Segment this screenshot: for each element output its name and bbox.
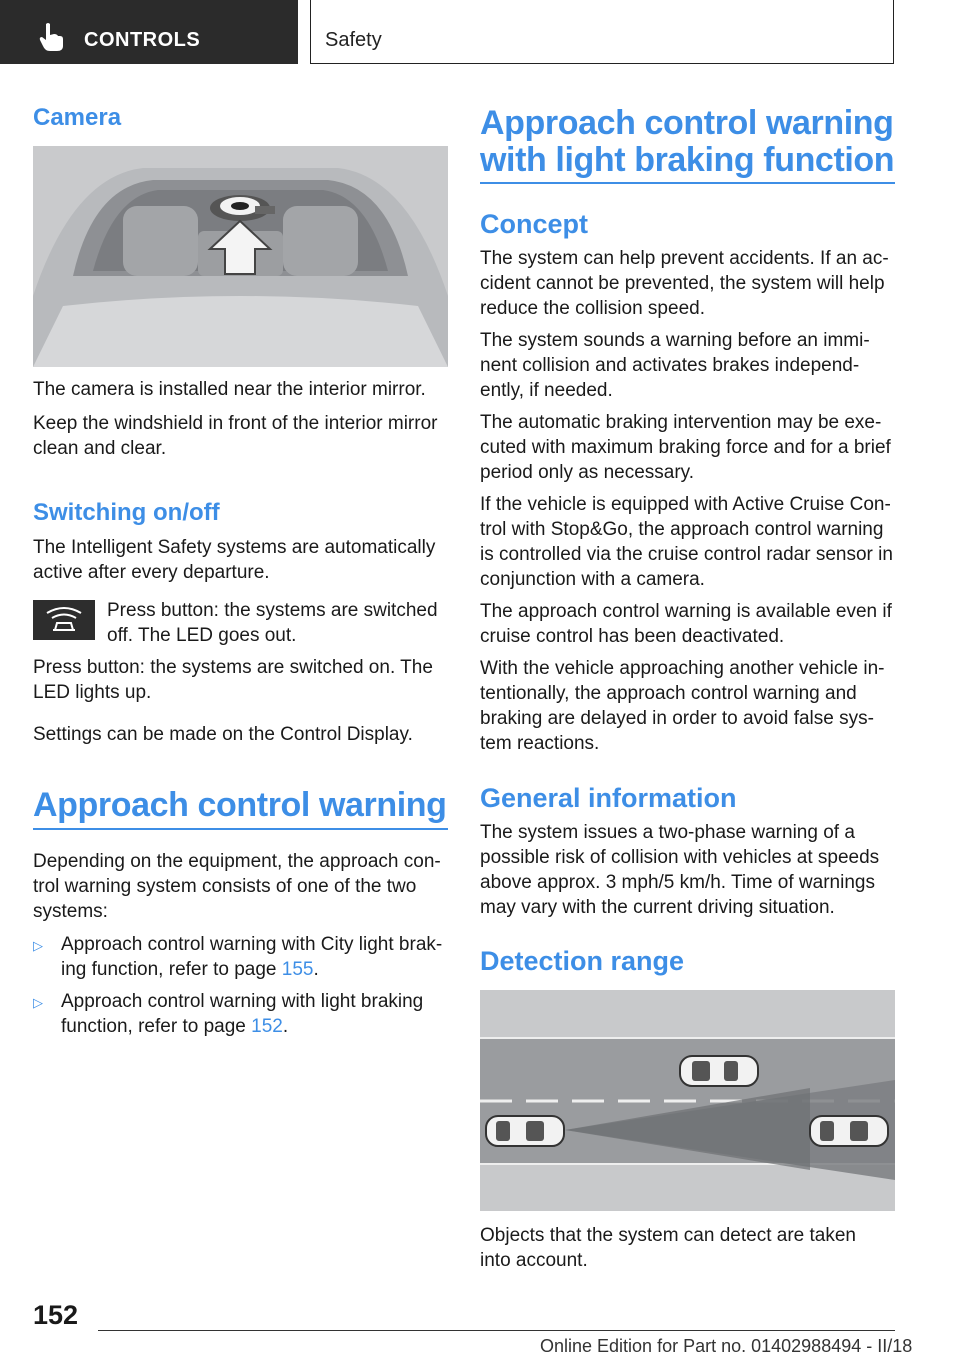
edition-text: Online Edition for Part no. 01402988494 - II/18 xyxy=(540,1336,913,1356)
switch-text-1b: active after every departure. xyxy=(33,562,270,583)
concept-line: period only as necessary. xyxy=(480,462,695,483)
camera-heading: Camera xyxy=(33,104,122,131)
bullet-2-line1: Approach control warning with light braking xyxy=(61,991,424,1012)
footer-rule xyxy=(98,1330,895,1331)
camera-text-2a: Keep the windshield in front of the interior mirror xyxy=(33,413,438,434)
concept-line: nent collision and activates brakes independ- xyxy=(480,355,860,376)
approach-text-b: trol warning system consists of one of the two xyxy=(33,876,417,897)
concept-line: cruise control has been deactivated. xyxy=(480,626,785,647)
general-heading: General information xyxy=(480,783,737,813)
page-link-155[interactable]: 155 xyxy=(281,959,314,980)
detection-range-figure xyxy=(480,990,895,1211)
section-label: CONTROLS xyxy=(84,29,201,51)
approach-rule xyxy=(33,828,448,830)
approach-text-c: systems: xyxy=(33,901,108,922)
title-rule xyxy=(480,182,895,184)
switch-text-2a: Press button: the systems are switched on. The xyxy=(33,657,433,678)
general-line: The system issues a two-phase warning of a xyxy=(480,822,855,843)
concept-heading: Concept xyxy=(480,209,588,239)
bullet-1-text: ing function, refer to page xyxy=(61,959,282,980)
chapter-header xyxy=(310,0,894,64)
general-line: may vary with the current driving situation. xyxy=(480,897,835,918)
bullet-marker: ▷ xyxy=(33,995,43,1010)
concept-line: cident cannot be prevented, the system will help xyxy=(480,273,885,294)
pointing-hand-icon xyxy=(38,22,64,52)
own-vehicle xyxy=(486,1116,564,1146)
bullet-2-line2 xyxy=(61,1014,288,1040)
general-line: above approx. 3 mph/5 km/h. Time of warnings xyxy=(480,872,875,893)
bullet-1-line2 xyxy=(61,957,319,983)
concept-line: ently, if needed. xyxy=(480,380,613,401)
concept-line: conjunction with a camera. xyxy=(480,569,705,590)
concept-line: With the vehicle approaching another vehicle in- xyxy=(480,658,885,679)
switch-text-2b: LED lights up. xyxy=(33,682,152,703)
button-text-b: off. The LED goes out. xyxy=(107,625,297,646)
switching-heading: Switching on/off xyxy=(33,499,220,526)
vehicle-ahead-lane xyxy=(680,1056,758,1086)
concept-line: trol with Stop&Go, the approach control warning xyxy=(480,519,884,540)
concept-line: reduce the collision speed. xyxy=(480,298,705,319)
concept-line: tentionally, the approach control warning and xyxy=(480,683,857,704)
approach-text-a: Depending on the equipment, the approach con- xyxy=(33,851,441,872)
bullet-1-line1: Approach control warning with City light brak- xyxy=(61,934,443,955)
switch-text-1a: The Intelligent Safety systems are automatically xyxy=(33,537,436,558)
concept-line: If the vehicle is equipped with Active Cruise Con- xyxy=(480,494,891,515)
title-line-2: with light braking function xyxy=(480,141,895,179)
concept-line: The automatic braking intervention may be exe- xyxy=(480,412,882,433)
detection-heading: Detection range xyxy=(480,946,685,976)
bullet-2-text: function, refer to page xyxy=(61,1016,252,1037)
camera-text-1: The camera is installed near the interior mirror. xyxy=(33,379,426,400)
concept-line: The system sounds a warning before an immi- xyxy=(480,330,870,351)
page-link-152[interactable]: 152 xyxy=(251,1016,283,1037)
camera-figure xyxy=(33,146,448,367)
concept-line: cuted with maximum braking force and for a brief xyxy=(480,437,891,458)
detection-line: Objects that the system can detect are taken xyxy=(480,1225,856,1246)
concept-line: is controlled via the cruise control radar sensor in xyxy=(480,544,893,565)
page-number: 152 xyxy=(33,1300,79,1330)
bullet-1-period: . xyxy=(313,959,319,980)
approach-warning-button-icon xyxy=(33,600,95,640)
concept-line: braking are delayed in order to avoid false sys- xyxy=(480,708,874,729)
concept-line: The system can help prevent accidents. If an ac- xyxy=(480,248,889,269)
vehicle-ahead xyxy=(810,1116,888,1146)
section-tab xyxy=(0,0,298,64)
chapter-label: Safety xyxy=(325,29,382,51)
general-line: possible risk of collision with vehicles at speeds xyxy=(480,847,880,868)
concept-line: The approach control warning is available even if xyxy=(480,601,892,622)
camera-text-2b: clean and clear. xyxy=(33,438,167,459)
title-line-1: Approach control warning xyxy=(480,104,894,142)
concept-line: tem reactions. xyxy=(480,733,600,754)
bullet-marker: ▷ xyxy=(33,938,43,953)
switch-text-3: Settings can be made on the Control Display. xyxy=(33,724,413,745)
detection-line: into account. xyxy=(480,1250,588,1271)
bullet-2-period: . xyxy=(282,1016,289,1037)
button-text-a: Press button: the systems are switched xyxy=(107,600,438,621)
approach-heading: Approach control warning xyxy=(33,786,447,824)
